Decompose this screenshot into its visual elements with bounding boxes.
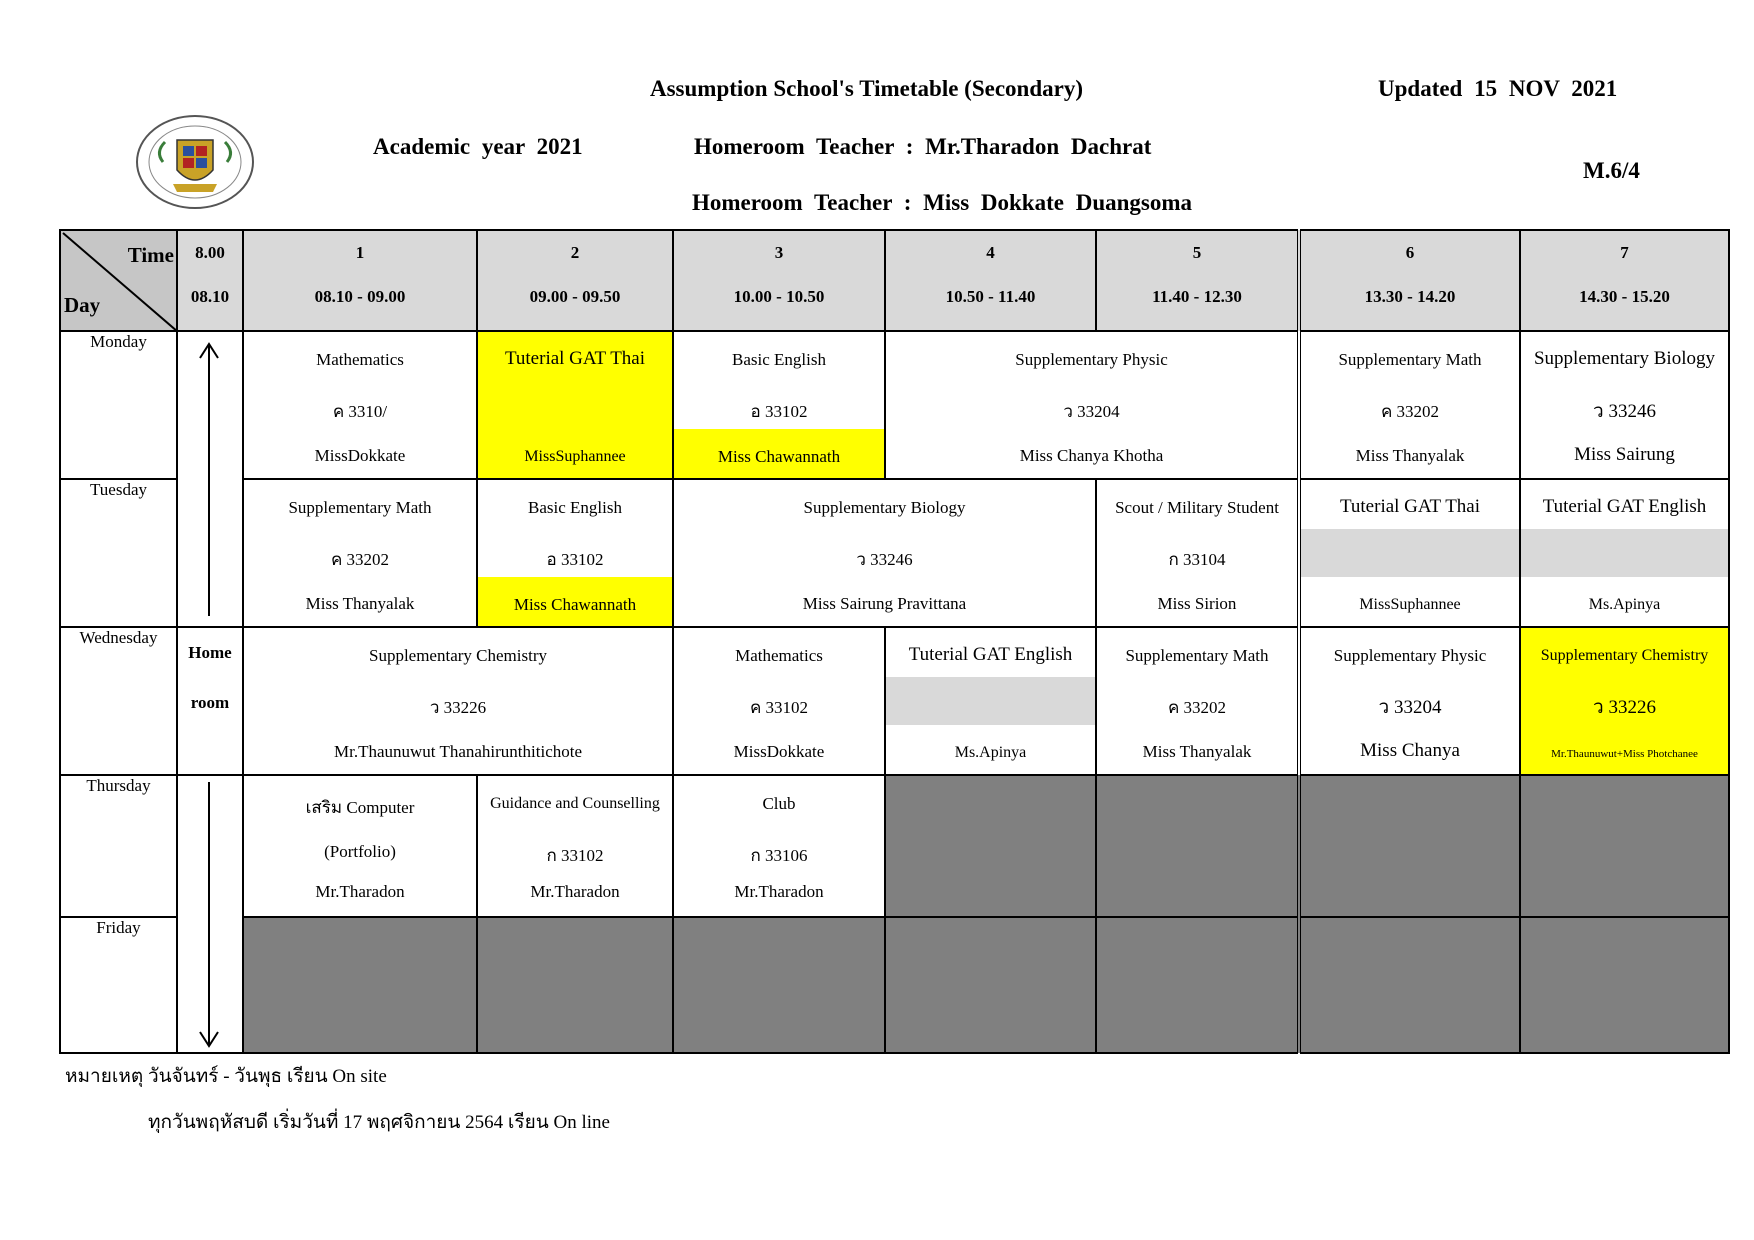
- monday-p4-5: Supplementary Physic ว 33204 Miss Chanya Khotha: [885, 331, 1299, 479]
- day-friday: Friday: [60, 917, 177, 1053]
- homeroom-start: 8.00: [195, 243, 225, 262]
- period-header-4: 4 10.50 - 11.40: [885, 230, 1096, 331]
- homeroom-cell: [177, 627, 243, 775]
- monday-p2: Tuterial GAT Thai MissSuphannee: [477, 331, 673, 479]
- period-header-7: 7 14.30 - 15.20: [1520, 230, 1729, 331]
- wednesday-p1-2: Supplementary Chemistry ว 33226 Mr.Thaunuwut Thanahirunthitichote: [243, 627, 673, 775]
- day-monday: Monday: [60, 331, 177, 479]
- period-header-6: 6 13.30 - 14.20: [1299, 230, 1520, 331]
- wednesday-p3: Mathematics ค 33102 MissDokkate: [673, 627, 885, 775]
- homeroom-time-header: [177, 230, 243, 331]
- wednesday-p5: Supplementary Math ค 33202 Miss Thanyalak: [1096, 627, 1299, 775]
- thursday-p2: Guidance and Counselling ก 33102 Mr.Tharadon: [477, 775, 673, 917]
- academic-year: Academic year 2021: [373, 134, 583, 159]
- day-tuesday: Tuesday: [60, 479, 177, 627]
- timetable: [59, 229, 1730, 1054]
- monday-p3: Basic English อ 33102 Miss Chawannath: [673, 331, 885, 479]
- monday-p6: Supplementary Math ค 33202 Miss Thanyalak: [1299, 331, 1520, 479]
- row-friday: [60, 917, 1729, 1053]
- wednesday-p4: Tuterial GAT English Ms.Apinya: [885, 627, 1096, 775]
- period-header-1: 1 08.10 - 09.00: [243, 230, 477, 331]
- friday-p5-empty: [1096, 917, 1299, 1053]
- day-wednesday: Wednesday: [60, 627, 177, 775]
- tuesday-p5: Scout / Military Student ก 33104 Miss Sirion: [1096, 479, 1299, 627]
- friday-p6-empty: [1299, 917, 1520, 1053]
- homeroom-arrow-down: [177, 775, 243, 1053]
- thursday-p4-empty: [885, 775, 1096, 917]
- wednesday-p6: Supplementary Physic ว 33204 Miss Chanya: [1299, 627, 1520, 775]
- tuesday-p2: Basic English อ 33102 Miss Chawannath: [477, 479, 673, 627]
- row-tuesday: [60, 479, 1729, 627]
- row-thursday: [60, 775, 1729, 917]
- class-label: M.6/4: [1583, 158, 1640, 183]
- thursday-p6-empty: [1299, 775, 1520, 917]
- homeroom-label-2: room: [190, 693, 230, 712]
- thursday-p1: เสริม Computer (Portfolio) Mr.Tharadon: [243, 775, 477, 917]
- friday-p4-empty: [885, 917, 1096, 1053]
- wednesday-p7: Supplementary Chemistry ว 33226 Mr.Thaunuwut+Miss Photchanee: [1520, 627, 1729, 775]
- homeroom-teacher-2: Homeroom Teacher : Miss Dokkate Duangsoma: [692, 190, 1193, 215]
- tuesday-p3-4: Supplementary Biology ว 33246 Miss Sairung Pravittana: [673, 479, 1096, 627]
- tuesday-p1: Supplementary Math ค 33202 Miss Thanyalak: [243, 479, 477, 627]
- time-label: Time: [127, 243, 174, 267]
- row-wednesday: [60, 627, 1729, 775]
- updated-date: Updated 15 NOV 2021: [1378, 76, 1618, 101]
- homeroom-arrow-up: [177, 331, 243, 627]
- note-line-2: ทุกวันพฤหัสบดี เริ่มวันที่ 17 พฤศจิกายน 2564 เรียน On line: [148, 1112, 610, 1133]
- tuesday-p6: Tuterial GAT Thai MissSuphannee: [1299, 479, 1520, 627]
- homeroom-end: 08.10: [190, 287, 230, 306]
- thursday-p5-empty: [1096, 775, 1299, 917]
- monday-p7: Supplementary Biology ว 33246 Miss Sairung: [1520, 331, 1729, 479]
- friday-p1-empty: [243, 917, 477, 1053]
- homeroom-teacher-1: Homeroom Teacher : Mr.Tharadon Dachrat: [694, 134, 1152, 159]
- time-day-corner: [60, 230, 177, 331]
- page-title: Assumption School's Timetable (Secondary): [650, 76, 1084, 101]
- school-logo: [133, 112, 257, 212]
- period-header-5: 5 11.40 - 12.30: [1096, 230, 1299, 331]
- day-thursday: Thursday: [60, 775, 177, 917]
- friday-p3-empty: [673, 917, 885, 1053]
- monday-p1: Mathematics ค 3310/ MissDokkate: [243, 331, 477, 479]
- period-header-3: 3 10.00 - 10.50: [673, 230, 885, 331]
- thursday-p3: Club ก 33106 Mr.Tharadon: [673, 775, 885, 917]
- homeroom-label-1: Home: [188, 643, 232, 662]
- note-line-1: หมายเหตุ วันจันทร์ - วันพุธ เรียน On site: [65, 1066, 387, 1087]
- period-header-2: 2 09.00 - 09.50: [477, 230, 673, 331]
- row-monday: [60, 331, 1729, 479]
- header-row: [60, 230, 1729, 331]
- tuesday-p7: Tuterial GAT English Ms.Apinya: [1520, 479, 1729, 627]
- day-label: Day: [64, 293, 101, 317]
- friday-p7-empty: [1520, 917, 1729, 1053]
- friday-p2-empty: [477, 917, 673, 1053]
- thursday-p7-empty: [1520, 775, 1729, 917]
